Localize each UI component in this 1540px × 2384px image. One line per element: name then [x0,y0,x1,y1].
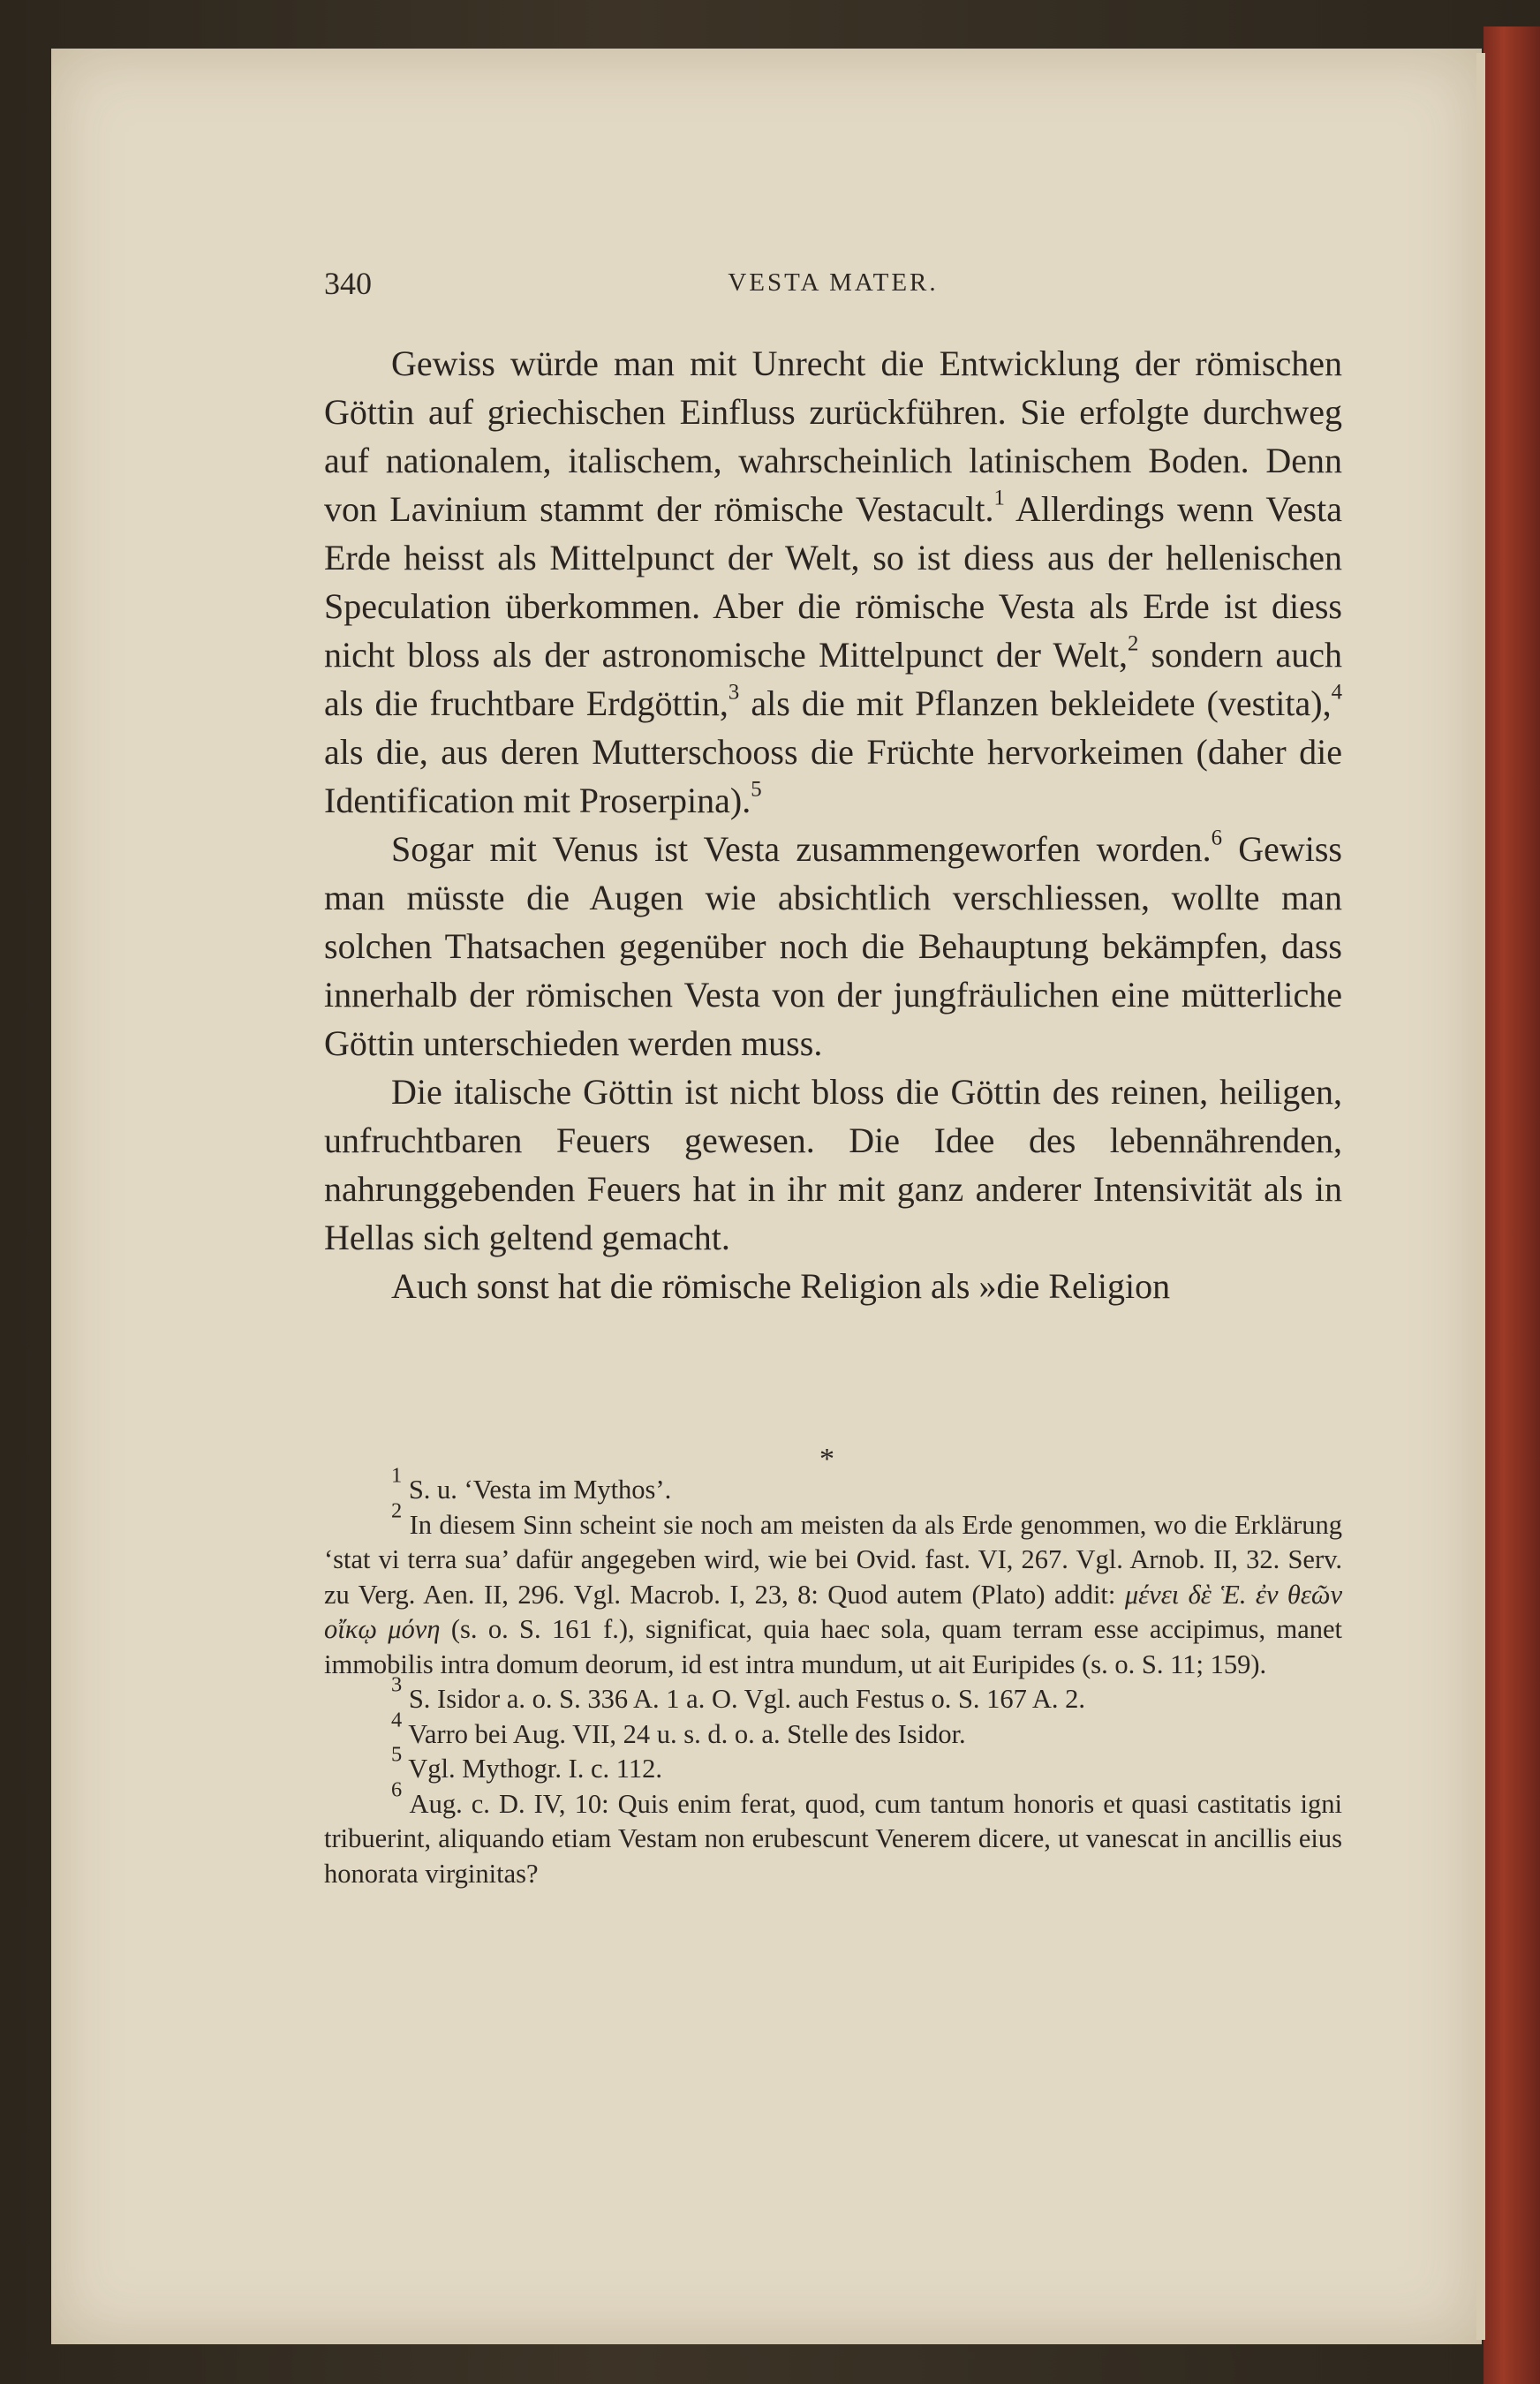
body-text [324,339,1342,1310]
body-paragraph [324,1262,1342,1310]
footnote [324,1463,1342,1508]
footnote-number: 6 [391,1777,403,1802]
body-paragraph [324,1068,1342,1262]
footnote [324,1672,1342,1717]
footnote-number: 1 [391,1463,403,1488]
page-number: 340 [324,266,372,301]
footnote-number: 2 [391,1498,403,1523]
body-paragraph [324,339,1342,825]
footnote [324,1708,1342,1753]
footnotes [324,1463,1343,1891]
footnote [324,1742,1342,1787]
footnote-ref: 5 [751,777,762,802]
footnote-number: 3 [391,1672,403,1697]
footnote [324,1498,1343,1683]
running-title: VESTA MATER. [728,268,939,297]
text-run: Vgl. Mythogr. I. c. 112. [402,1754,663,1784]
text-run: als die mit Pflanzen bekleidete (vestita), [739,683,1332,723]
greek-quote: μένει δὲ Ἑ. ἐν θεῶν οἴκῳ μόνη [324,1579,1343,1644]
footnote-number: 4 [391,1708,403,1732]
text-run: S. u. ‘Vesta im Mythos’. [402,1475,672,1505]
footnote-ref: 3 [728,680,740,705]
text-run: Allerdings wenn Vesta Erde heisst als Mittelpunct der Welt, so ist diess aus der hellenischen Speculation überkommen. Aber die römische Vesta als Erde ist diess nicht bloss als der astronomische Mittelpunct der Welt, [324,489,1342,675]
text-run: Varro bei Aug. VII, 24 u. s. d. o. a. Stelle des Isidor. [402,1718,966,1749]
footnote-ref: 2 [1127,631,1139,656]
text-run: Die italische Göttin ist nicht bloss die Göttin des reinen, heiligen, unfruchtbaren Feuers gewesen. Die Idee des lebennährenden, nahrunggebenden Feuers hat in ihr mit ganz anderer Intensivität als in Hellas sich geltend gemacht. [324,1072,1342,1257]
next-page-edge [1476,53,1485,2340]
footnote-number: 5 [391,1742,403,1767]
text-run: S. Isidor a. o. S. 336 A. 1 a. O. Vgl. auch Festus o. S. 167 A. 2. [402,1684,1086,1714]
body-paragraph [324,825,1342,1068]
footnote [324,1777,1342,1892]
text-run: (s. o. S. 161 f.), significat, quia haec sola, quam terram esse accipimus, manet immobilis intra domum deorum, id est intra mundum, ut ait Euripides (s. o. S. 11; 159). [324,1614,1342,1679]
page-header [324,265,1342,318]
footnote-ref: 6 [1211,826,1223,850]
text-run: als die, aus deren Mutterschooss die Früchte hervorkeimen (daher die Identification mit Proserpina). [324,732,1342,820]
text-run: Auch sonst hat die römische Religion als »die Religion [391,1266,1171,1306]
footnote-ref: 1 [993,486,1005,510]
footnote-ref: 4 [1331,680,1342,705]
text-run: Gewiss man müsste die Augen wie absichtlich verschliessen, wollte man solchen Thatsachen gegenüber noch die Behauptung bekämpfen, dass innerhalb der römischen Vesta von der jungfräulichen eine mütterliche Göttin unterschieden werden muss. [324,829,1342,1063]
text-run: Sogar mit Venus ist Vesta zusammengeworfen worden. [391,829,1212,869]
footnote-separator: * [819,1443,834,1475]
text-run: Aug. c. D. IV, 10: Quis enim ferat, quod, cum tantum honoris et quasi castitatis igni tribuerint, aliquando etiam Vestam non erubescunt Venerem dicere, ut vanescat in ancillis eius honorata virginitas? [324,1788,1342,1889]
text-run: Gewiss würde man mit Unrecht die Entwicklung der römischen Göttin auf griechischen Einfluss zurückführen. Sie erfolgte durchweg auf nationalem, italischem, wahrscheinlich latinischem Boden. Denn von Lavinium stammt der römische Vestacult. [324,343,1342,529]
text-run: In diesem Sinn scheint sie noch am meisten da als Erde genommen, wo die Erklärung ‘stat vi terra sua’ dafür angegeben wird, wie bei Ovid. fast. VI, 267. Vgl. Arnob. II, 32. Serv. zu Verg. Aen. II, 296. Vgl. Macrob. I, 23, 8: Quod autem (Plato) addit: [324,1509,1342,1610]
book-edge [1483,26,1540,2384]
text-run: sondern auch als die fruchtbare Erdgöttin, [324,635,1342,723]
